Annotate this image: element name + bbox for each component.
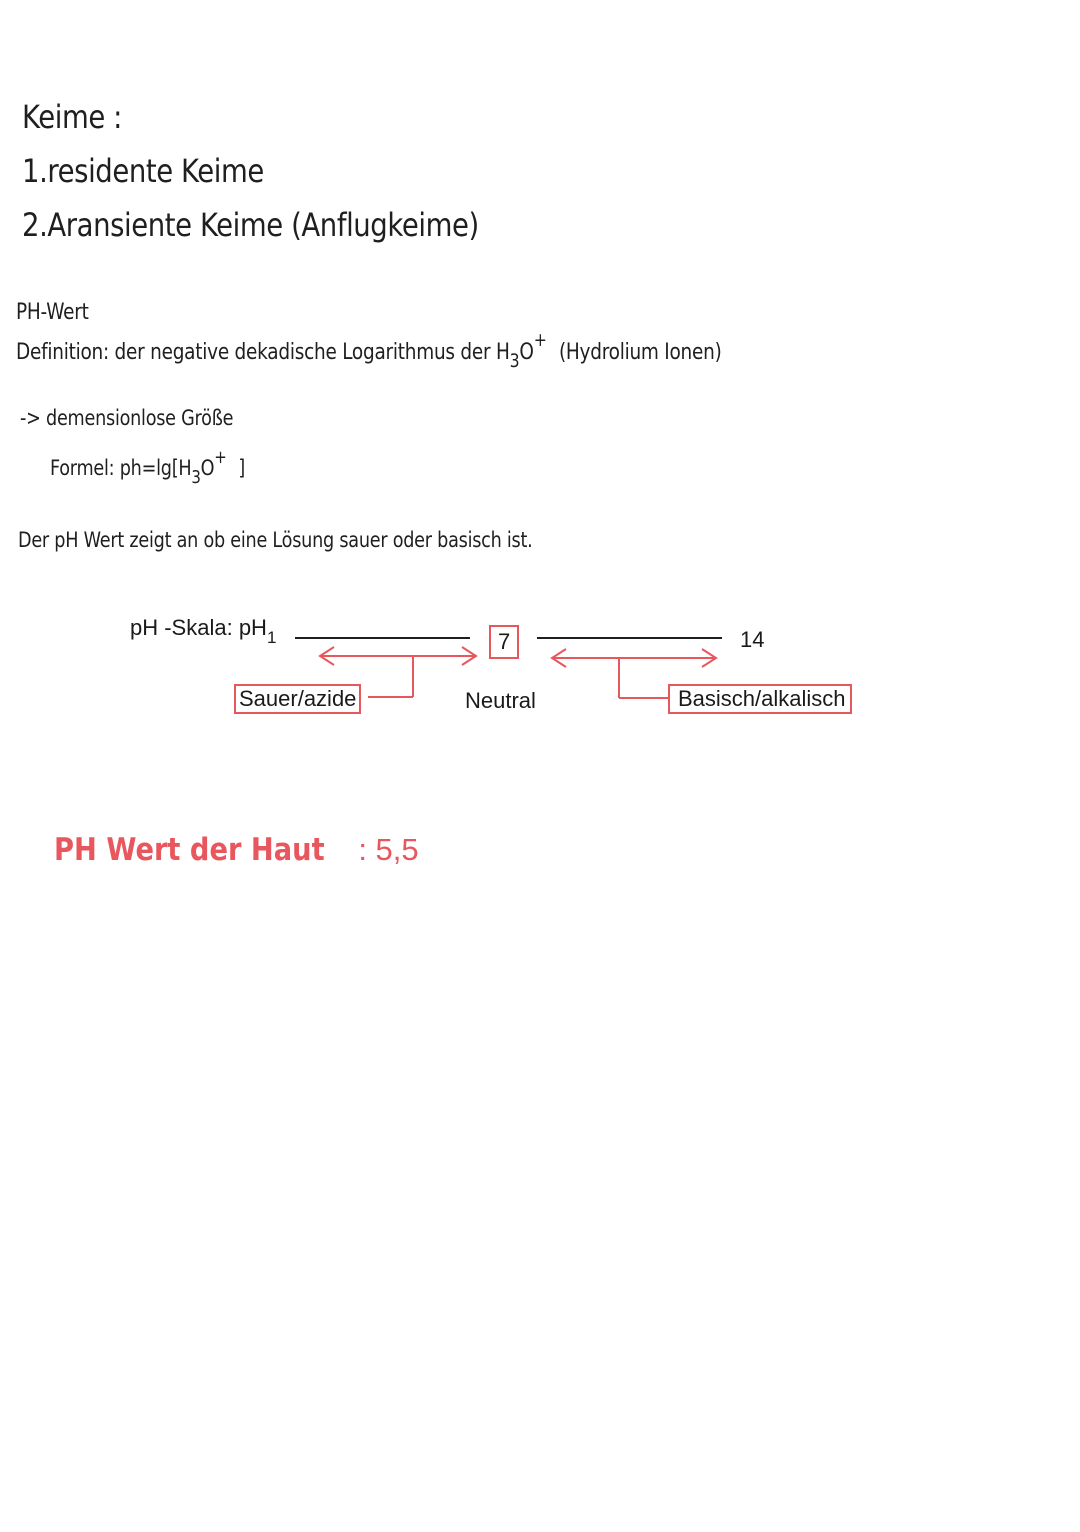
keime-heading: Keime : [22,98,123,136]
ph-explanation: Der pH Wert zeigt an ob eine Lösung sauer oder basisch ist. [18,528,533,552]
ion-o: O [519,340,534,365]
skin-ph-value: : 5,5 [358,832,419,867]
skin-ph [54,832,419,868]
ion-h: H [495,340,510,365]
definition-suffix: (Hydrolium Ionen) [558,340,722,365]
dimensionless-note: -> demensionlose Größe [20,406,234,430]
max-value: 14 [740,627,765,652]
scale-label [130,615,277,647]
ion-sub: 3 [509,351,520,373]
scale-label-sub: 1 [266,627,277,647]
formula-close: ] [238,456,246,480]
ion-sup: + [533,329,547,351]
definition-prefix: Definition: der negative dekadische Logarithmus der [16,340,491,365]
ph-title: PH-Wert [16,300,89,325]
neutral-value-box: 7 [489,625,519,659]
formula-sup: + [214,446,227,468]
keime-item-transient: 2.Aransiente Keime (Anflugkeime) [22,206,479,244]
base-label: Basisch/alkalisch [668,684,852,714]
skin-ph-label: PH Wert der Haut [54,832,325,868]
neutral-label: Neutral [465,688,536,713]
formula-prefix: Formel: ph=lg[H [50,456,192,480]
acid-label: Sauer/azide [234,684,361,714]
scale-label-prefix: pH -Skala: pH [130,615,267,640]
formula-o: O [200,456,215,480]
ph-scale-diagram [0,0,1080,760]
formula-sub: 3 [191,467,201,489]
keime-item-resident: 1.residente Keime [22,152,264,190]
